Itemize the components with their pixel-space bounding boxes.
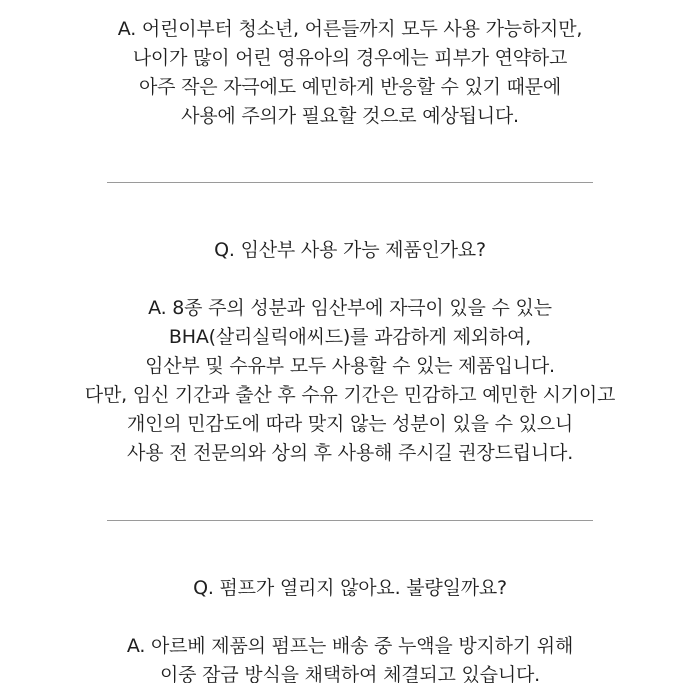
section-divider xyxy=(107,520,593,521)
faq-answer xyxy=(0,632,700,683)
answer-line: 임산부 및 수유부 모두 사용할 수 있는 제품입니다. xyxy=(145,355,555,377)
answer-line: 이중 잠금 방식을 채택하여 체결되고 있습니다. xyxy=(160,664,540,683)
answer-line: 사용 전 전문의와 상의 후 사용해 주시길 권장드립니다. xyxy=(126,442,574,464)
answer-line: 사용에 주의가 필요할 것으로 예상됩니다. xyxy=(181,105,519,127)
faq-question xyxy=(0,236,700,265)
answer-line: 아주 작은 자극에도 예민하게 반응할 수 있기 때문에 xyxy=(138,76,562,98)
question-text: Q. 펌프가 열리지 않아요. 불량일까요? xyxy=(193,577,507,599)
answer-line: BHA(살리실릭애씨드)를 과감하게 제외하여, xyxy=(168,326,532,348)
faq-question xyxy=(0,574,700,603)
answer-line: 다만, 임신 기간과 출산 후 수유 기간은 민감하고 예민한 시기이고 xyxy=(84,384,616,406)
answer-line: 개인의 민감도에 따라 맞지 않는 성분이 있을 수 있으니 xyxy=(126,413,574,435)
question-text: Q. 임산부 사용 가능 제품인가요? xyxy=(214,239,486,261)
answer-line: A. 아르베 제품의 펌프는 배송 중 누액을 방지하기 위해 xyxy=(126,635,574,657)
answer-line: A. 8종 주의 성분과 임산부에 자극이 있을 수 있는 xyxy=(148,297,552,319)
faq-answer xyxy=(0,294,700,468)
answer-line: A. 어린이부터 청소년, 어른들까지 모두 사용 가능하지만, xyxy=(117,18,583,40)
faq-answer xyxy=(0,15,700,131)
section-divider xyxy=(107,182,593,183)
answer-line: 나이가 많이 어린 영유아의 경우에는 피부가 연약하고 xyxy=(132,47,568,69)
